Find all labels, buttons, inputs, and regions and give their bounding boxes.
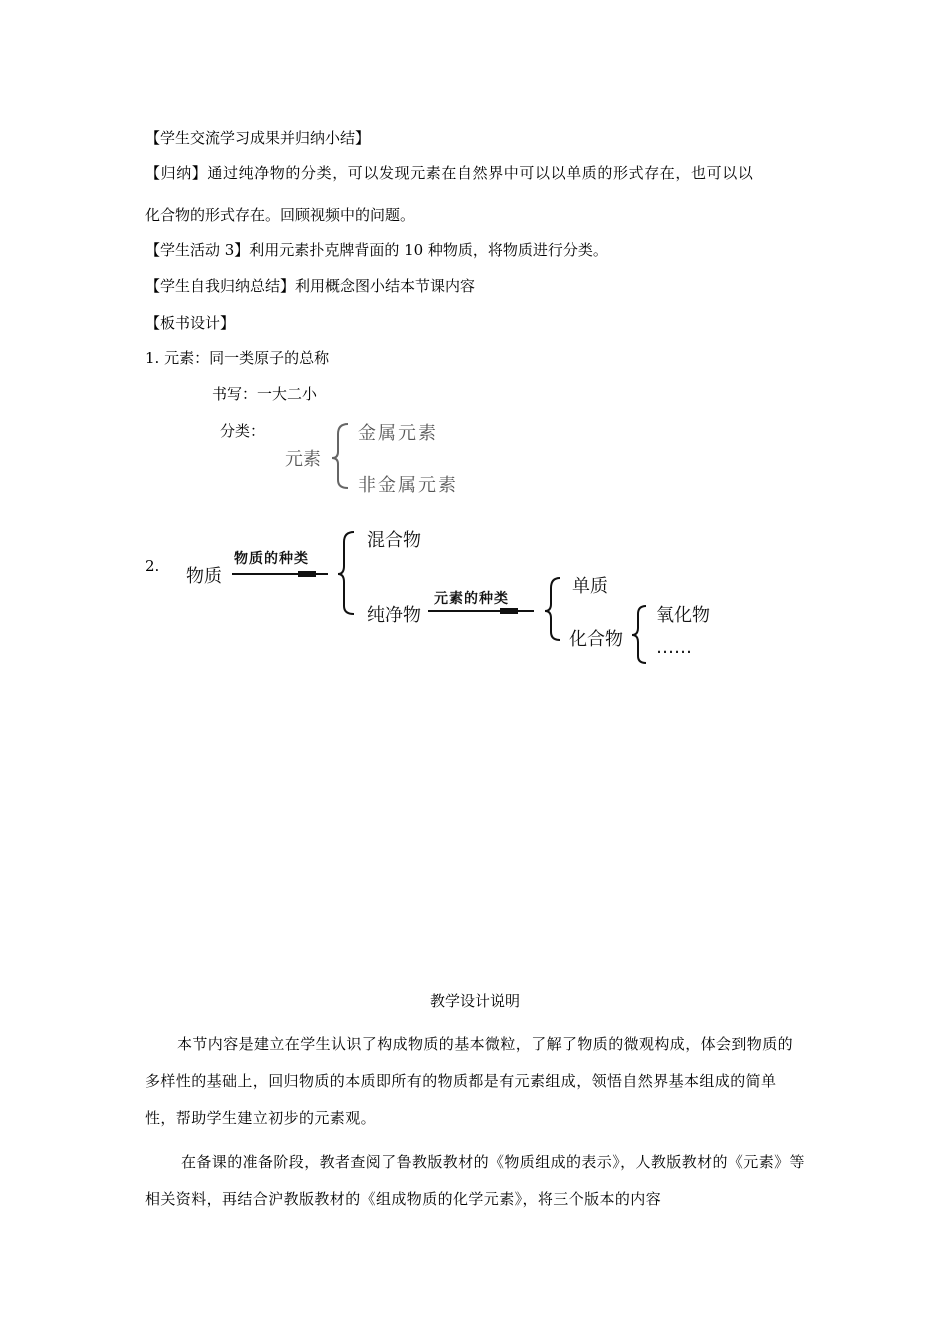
item-1-definition: 1. 元素：同一类原子的总称	[145, 349, 330, 367]
writing-rule: 书写：一大二小	[212, 385, 318, 403]
arrow-2-head	[500, 608, 518, 614]
exchange-heading: 【学生交流学习成果并归纳小结】	[145, 129, 371, 147]
pure-substance-label: 纯净物	[367, 605, 421, 626]
induction-line-1: 【归纳】通过纯净物的分类，可以发现元素在自然界中可以以单质的形式存在，也可以以	[145, 164, 754, 182]
ellipsis-label: ……	[656, 637, 692, 658]
classify-label: 分类：	[220, 422, 266, 440]
matter-root-label: 物质	[186, 566, 222, 587]
design-notes-title: 教学设计说明	[429, 992, 520, 1010]
nonmetal-element-label: 非金属元素	[358, 475, 458, 496]
element-brace	[332, 424, 348, 488]
item-2-number: 2.	[145, 557, 160, 575]
metal-element-label: 金属元素	[358, 423, 438, 444]
brace-2	[545, 578, 560, 640]
oxide-label: 氧化物	[656, 605, 710, 626]
element-root-label: 元素	[285, 449, 321, 470]
arrow-2-label: 元素的种类	[434, 591, 509, 607]
induction-line-2: 化合物的形式存在。回顾视频中的问题。	[145, 206, 416, 224]
brace-1	[338, 532, 354, 614]
mixture-label: 混合物	[367, 530, 421, 551]
design-notes-paragraph-1: 本节内容是建立在学生认识了构成物质的基本微粒，了解了物质的微观构成，体会到物质的多样性的基础上，回归物质的本质即所有的物质都是有元素组成，领悟自然界基本组成的简单性，帮助学生建立初步的元素观。	[145, 1035, 794, 1127]
activity-3: 【学生活动 3】利用元素扑克牌背面的 10 种物质，将物质进行分类。	[145, 241, 608, 259]
board-heading: 【板书设计】	[145, 314, 236, 332]
summary-heading: 【学生自我归纳总结】利用概念图小结本节课内容	[145, 277, 476, 295]
compound-label: 化合物	[569, 629, 623, 650]
arrow-1-label: 物质的种类	[234, 551, 309, 567]
arrow-1-head	[298, 571, 316, 577]
brace-3	[632, 606, 646, 663]
design-notes-paragraph-2: 在备课的准备阶段，教者查阅了鲁教版教材的《物质组成的表示》，人教版教材的《元素》等相关资料，再结合沪教版教材的《组成物质的化学元素》，将三个版本的内容	[145, 1153, 805, 1208]
element-substance-label: 单质	[572, 576, 608, 597]
